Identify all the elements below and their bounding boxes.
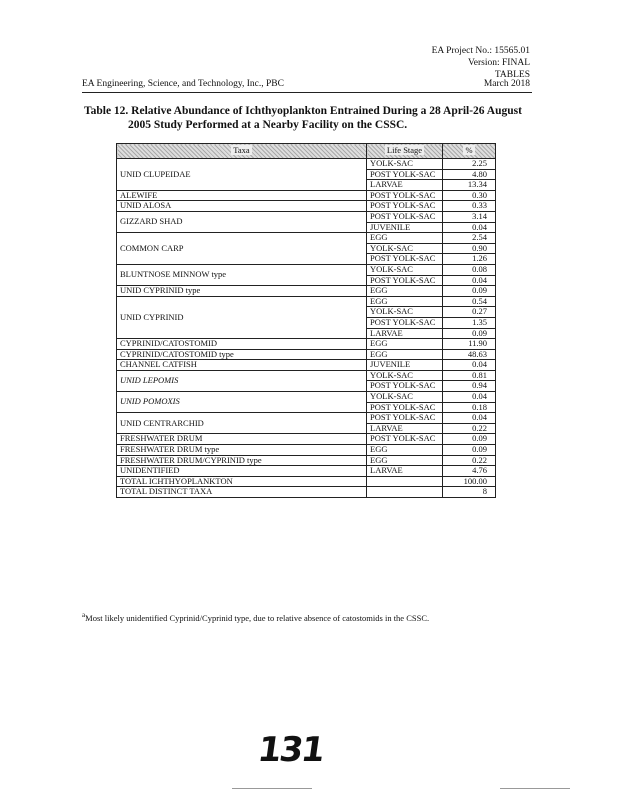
cell-percent: 0.90: [443, 243, 496, 254]
cell-life-stage: LARVAE: [367, 423, 443, 434]
header-company: EA Engineering, Science, and Technology, Inc., PBC: [82, 79, 284, 89]
cell-taxon: ALEWIFE: [117, 190, 367, 201]
cell-percent: 0.09: [443, 434, 496, 445]
cell-life-stage: POST YOLK-SAC: [367, 254, 443, 265]
cell-taxon: CYPRINID/CATOSTOMID: [117, 339, 367, 350]
cell-life-stage: YOLK-SAC: [367, 370, 443, 381]
table-row: [117, 392, 496, 403]
cell-taxon: UNID CLUPEIDAE: [117, 159, 367, 191]
header-section: TABLES: [494, 70, 530, 80]
footnote: $^a$Most likely unidentified Cyprinid/Cyprinid type, due to relative absence of catostomids in the CSSC.: [82, 611, 430, 623]
cell-life-stage: EGG: [367, 233, 443, 244]
cell-percent: 0.18: [443, 402, 496, 413]
cell-taxon: COMMON CARP: [117, 233, 367, 265]
cell-life-stage: EGG: [367, 455, 443, 466]
cell-percent: 0.04: [443, 360, 496, 371]
cell-percent: 2.25: [443, 159, 496, 170]
page-number: 131: [255, 730, 326, 770]
header-date: March 2018: [483, 79, 530, 89]
table-body: [117, 159, 496, 498]
table-row: [117, 360, 496, 371]
cell-taxon: BLUNTNOSE MINNOW type: [117, 264, 367, 285]
header-project-block: [432, 45, 530, 81]
table-row: [117, 487, 496, 498]
cell-percent: 4.76: [443, 466, 496, 477]
cell-percent: 0.94: [443, 381, 496, 392]
table-row: [117, 296, 496, 307]
col-header-life-stage: Life Stage: [367, 144, 443, 159]
cell-percent: 1.26: [443, 254, 496, 265]
cell-percent: 100.00: [443, 476, 496, 487]
cell-taxon: UNID ALOSA: [117, 201, 367, 212]
cell-life-stage: LARVAE: [367, 466, 443, 477]
cell-life-stage: YOLK-SAC: [367, 243, 443, 254]
cell-taxon: FRESHWATER DRUM: [117, 434, 367, 445]
table-header-row: [117, 144, 496, 159]
cell-percent: 0.04: [443, 413, 496, 424]
cell-percent: 4.80: [443, 169, 496, 180]
cell-life-stage: POST YOLK-SAC: [367, 201, 443, 212]
table-row: [117, 211, 496, 222]
cell-life-stage: JUVENILE: [367, 360, 443, 371]
cell-taxon: GIZZARD SHAD: [117, 211, 367, 232]
cell-percent: 0.22: [443, 423, 496, 434]
cell-percent: 3.14: [443, 211, 496, 222]
table-row: [117, 455, 496, 466]
table-row: [117, 476, 496, 487]
cell-taxon: TOTAL ICHTHYOPLANKTON: [117, 476, 367, 487]
cell-life-stage: YOLK-SAC: [367, 159, 443, 170]
cell-life-stage: LARVAE: [367, 328, 443, 339]
cell-percent: 0.04: [443, 222, 496, 233]
table-row: [117, 339, 496, 350]
cell-life-stage: POST YOLK-SAC: [367, 317, 443, 328]
cell-taxon: CHANNEL CATFISH: [117, 360, 367, 371]
cell-life-stage: POST YOLK-SAC: [367, 211, 443, 222]
cell-taxon: UNID CYPRINID type: [117, 286, 367, 297]
cell-percent: 0.81: [443, 370, 496, 381]
cell-life-stage: POST YOLK-SAC: [367, 275, 443, 286]
table-row: [117, 159, 496, 170]
cell-taxon: CYPRINID/CATOSTOMID type: [117, 349, 367, 360]
cell-life-stage: EGG: [367, 286, 443, 297]
cell-life-stage: POST YOLK-SAC: [367, 190, 443, 201]
cell-life-stage: JUVENILE: [367, 222, 443, 233]
cell-percent: 11.90: [443, 339, 496, 350]
table-title: [84, 104, 534, 132]
cell-life-stage: [367, 487, 443, 498]
table-row: [117, 201, 496, 212]
cell-life-stage: EGG: [367, 445, 443, 456]
cell-taxon: UNID LEPOMIS: [117, 370, 367, 391]
cell-life-stage: YOLK-SAC: [367, 264, 443, 275]
cell-life-stage: EGG: [367, 296, 443, 307]
cell-percent: 0.08: [443, 264, 496, 275]
col-header-taxa: Taxa: [117, 144, 367, 159]
table-row: [117, 370, 496, 381]
cell-percent: 0.09: [443, 445, 496, 456]
cell-life-stage: LARVAE: [367, 180, 443, 191]
table-row: [117, 233, 496, 244]
cell-life-stage: POST YOLK-SAC: [367, 381, 443, 392]
cell-taxon: UNID CYPRINID: [117, 296, 367, 338]
cell-percent: 0.30: [443, 190, 496, 201]
bottom-rule-left: [232, 788, 312, 789]
cell-life-stage: EGG: [367, 339, 443, 350]
table-row: [117, 264, 496, 275]
cell-percent: 0.09: [443, 286, 496, 297]
cell-life-stage: YOLK-SAC: [367, 392, 443, 403]
cell-percent: 0.04: [443, 392, 496, 403]
cell-taxon: FRESHWATER DRUM type: [117, 445, 367, 456]
table-row: [117, 466, 496, 477]
header-rule: [82, 92, 532, 93]
table-row: [117, 413, 496, 424]
abundance-table: [116, 143, 496, 498]
table-title-line1: Table 12. Relative Abundance of Ichthyoplankton Entrained During a 28 April-26 August: [84, 105, 522, 117]
cell-percent: 2.54: [443, 233, 496, 244]
col-header-percent: %: [443, 144, 496, 159]
cell-percent: 8: [443, 487, 496, 498]
cell-taxon: FRESHWATER DRUM/CYPRINID type: [117, 455, 367, 466]
cell-percent: 0.04: [443, 275, 496, 286]
header-version: Version: FINAL: [467, 58, 530, 68]
cell-taxon: TOTAL DISTINCT TAXA: [117, 487, 367, 498]
table-row: [117, 286, 496, 297]
cell-life-stage: EGG: [367, 349, 443, 360]
cell-percent: 0.27: [443, 307, 496, 318]
table-row: [117, 445, 496, 456]
cell-life-stage: POST YOLK-SAC: [367, 402, 443, 413]
cell-percent: 0.09: [443, 328, 496, 339]
cell-taxon: UNID CENTRARCHID: [117, 413, 367, 434]
cell-percent: 0.54: [443, 296, 496, 307]
bottom-rule-right: [500, 788, 570, 789]
cell-percent: 0.22: [443, 455, 496, 466]
cell-life-stage: POST YOLK-SAC: [367, 169, 443, 180]
cell-percent: 1.35: [443, 317, 496, 328]
footnote-marker: a: [82, 611, 86, 619]
cell-taxon: UNIDENTIFIED: [117, 466, 367, 477]
cell-life-stage: YOLK-SAC: [367, 307, 443, 318]
table-row: [117, 434, 496, 445]
cell-life-stage: [367, 476, 443, 487]
cell-percent: 13.34: [443, 180, 496, 191]
table-title-line2: 2005 Study Performed at a Nearby Facility on the CSSC.: [128, 119, 408, 131]
cell-percent: 0.33: [443, 201, 496, 212]
cell-life-stage: POST YOLK-SAC: [367, 434, 443, 445]
table-row: [117, 349, 496, 360]
cell-taxon: UNID POMOXIS: [117, 392, 367, 413]
cell-percent: 48.63: [443, 349, 496, 360]
cell-life-stage: POST YOLK-SAC: [367, 413, 443, 424]
table-row: [117, 190, 496, 201]
header-project: EA Project No.: 15565.01: [431, 46, 530, 56]
